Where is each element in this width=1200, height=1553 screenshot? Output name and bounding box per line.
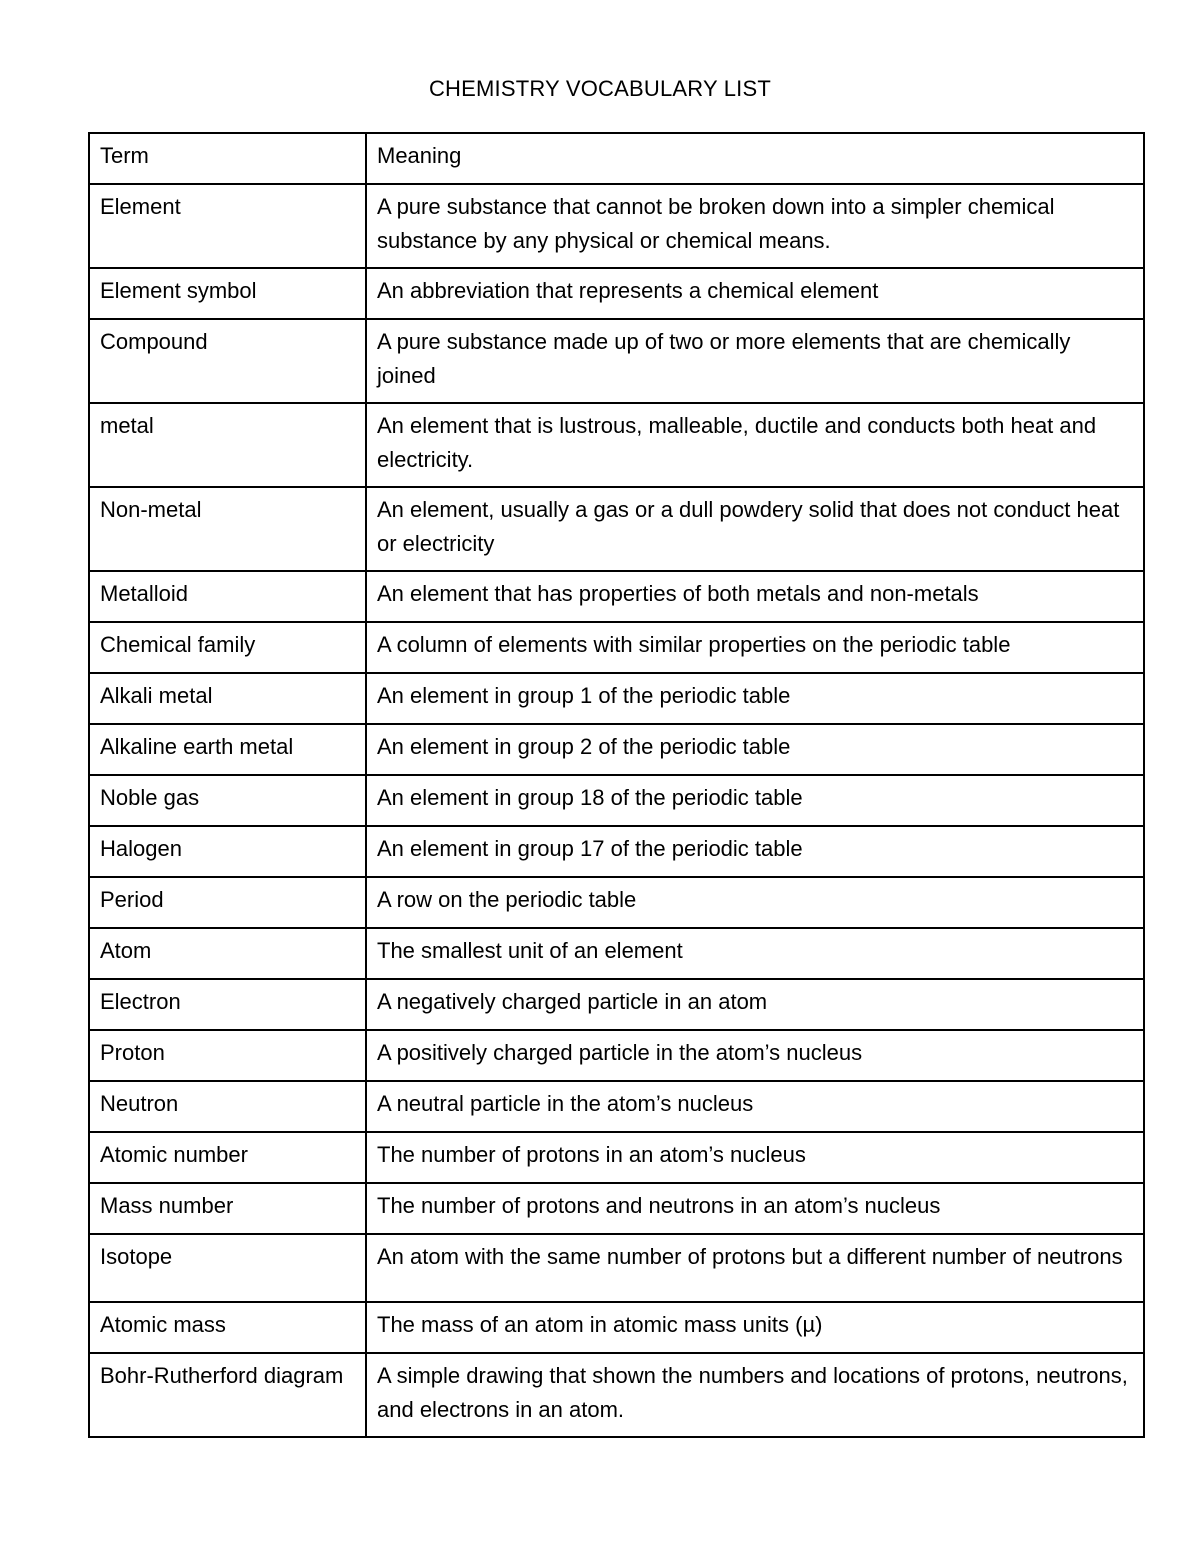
meaning-cell: An element that is lustrous, malleable, ductile and conducts both heat and electricity. [366, 403, 1144, 487]
term-cell: Non-metal [89, 487, 366, 571]
table-header-row [89, 133, 1144, 184]
meaning-cell: A neutral particle in the atom’s nucleus [366, 1081, 1144, 1132]
meaning-cell: An atom with the same number of protons but a different number of neutrons [366, 1234, 1144, 1302]
term-cell: Electron [89, 979, 366, 1030]
table-row [89, 1030, 1144, 1081]
table-row [89, 877, 1144, 928]
meaning-cell: The number of protons and neutrons in an atom’s nucleus [366, 1183, 1144, 1234]
table-row [89, 724, 1144, 775]
meaning-cell: A pure substance made up of two or more elements that are chemically joined [366, 319, 1144, 403]
meaning-cell: An element in group 17 of the periodic table [366, 826, 1144, 877]
meaning-cell: An element in group 1 of the periodic table [366, 673, 1144, 724]
table-row [89, 622, 1144, 673]
term-cell: Atom [89, 928, 366, 979]
meaning-cell: A pure substance that cannot be broken down into a simpler chemical substance by any physical or chemical means. [366, 184, 1144, 268]
table-row [89, 268, 1144, 319]
term-cell: metal [89, 403, 366, 487]
table-row [89, 403, 1144, 487]
term-cell: Alkali metal [89, 673, 366, 724]
table-row [89, 1183, 1144, 1234]
table-row [89, 1081, 1144, 1132]
meaning-cell: A column of elements with similar properties on the periodic table [366, 622, 1144, 673]
meaning-cell: A negatively charged particle in an atom [366, 979, 1144, 1030]
meaning-cell: The mass of an atom in atomic mass units (µ) [366, 1302, 1144, 1353]
meaning-cell: A positively charged particle in the atom’s nucleus [366, 1030, 1144, 1081]
page-title: CHEMISTRY VOCABULARY LIST [428, 76, 772, 101]
meaning-cell: The number of protons in an atom’s nucleus [366, 1132, 1144, 1183]
term-cell: Neutron [89, 1081, 366, 1132]
term-cell: Alkaline earth metal [89, 724, 366, 775]
term-cell: Atomic number [89, 1132, 366, 1183]
table-row [89, 826, 1144, 877]
term-cell: Halogen [89, 826, 366, 877]
meaning-cell: The smallest unit of an element [366, 928, 1144, 979]
table-row [89, 673, 1144, 724]
table-row [89, 928, 1144, 979]
term-cell: Isotope [89, 1234, 366, 1302]
column-header-meaning: Meaning [366, 133, 1144, 184]
term-cell: Bohr-Rutherford diagram [89, 1353, 366, 1437]
table-row [89, 1353, 1144, 1437]
term-cell: Noble gas [89, 775, 366, 826]
term-cell: Atomic mass [89, 1302, 366, 1353]
table-row [89, 1302, 1144, 1353]
term-cell: Compound [89, 319, 366, 403]
table-row [89, 979, 1144, 1030]
term-cell: Proton [89, 1030, 366, 1081]
vocabulary-table [88, 132, 1145, 1438]
meaning-cell: A simple drawing that shown the numbers and locations of protons, neutrons, and electrons in an atom. [366, 1353, 1144, 1437]
meaning-cell: A row on the periodic table [366, 877, 1144, 928]
table-row [89, 487, 1144, 571]
table-row [89, 184, 1144, 268]
column-header-term: Term [89, 133, 366, 184]
table-row [89, 319, 1144, 403]
table-row [89, 1234, 1144, 1302]
term-cell: Element [89, 184, 366, 268]
term-cell: Period [89, 877, 366, 928]
term-cell: Mass number [89, 1183, 366, 1234]
meaning-cell: An abbreviation that represents a chemical element [366, 268, 1144, 319]
term-cell: Chemical family [89, 622, 366, 673]
table-row [89, 1132, 1144, 1183]
table-row [89, 571, 1144, 622]
meaning-cell: An element that has properties of both metals and non-metals [366, 571, 1144, 622]
table-row [89, 775, 1144, 826]
term-cell: Metalloid [89, 571, 366, 622]
term-cell: Element symbol [89, 268, 366, 319]
meaning-cell: An element in group 2 of the periodic table [366, 724, 1144, 775]
meaning-cell: An element, usually a gas or a dull powdery solid that does not conduct heat or electricity [366, 487, 1144, 571]
meaning-cell: An element in group 18 of the periodic table [366, 775, 1144, 826]
